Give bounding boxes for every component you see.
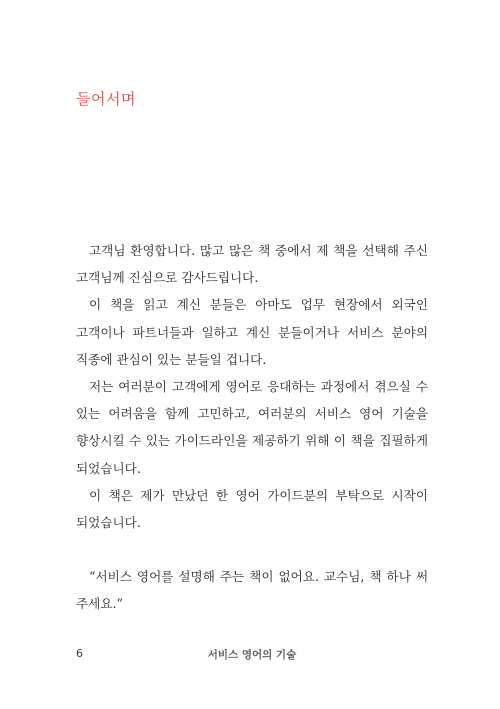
- page-footer: [76, 647, 428, 663]
- page-number: 6: [76, 647, 83, 660]
- section-title: 들어서며: [76, 90, 136, 108]
- paragraph: 이 책을 읽고 계신 분들은 아마도 업무 현장에서 외국인 고객이나 파트너들과 일하고 계신 분들이거나 서비스 분야의 직종에 관심이 있는 분들일 겁니다.: [76, 297, 428, 367]
- running-title: 서비스 영어의 기술: [207, 649, 297, 661]
- quote-paragraph: “서비스 영어를 설명해 주는 책이 없어요. 교수님, 책 하나 써 주세요.”: [76, 569, 428, 612]
- paragraph: 저는 여러분이 고객에게 영어로 응대하는 과정에서 겪으실 수 있는 어려움을 함께 고민하고, 여러분의 서비스 영어 기술을 향상시킬 수 있는 가이드라인을 제공하기 위해 이 책을 집필하게 되었습니다.: [76, 379, 428, 476]
- paragraph: 이 책은 제가 만났던 한 영어 가이드분의 부탁으로 시작이 되었습니다.: [76, 487, 428, 531]
- paragraph: 고객님 환영합니다. 많고 많은 책 중에서 제 책을 선택해 주신 고객님께 진심으로 감사드립니다.: [76, 243, 428, 286]
- body-text: [76, 237, 428, 618]
